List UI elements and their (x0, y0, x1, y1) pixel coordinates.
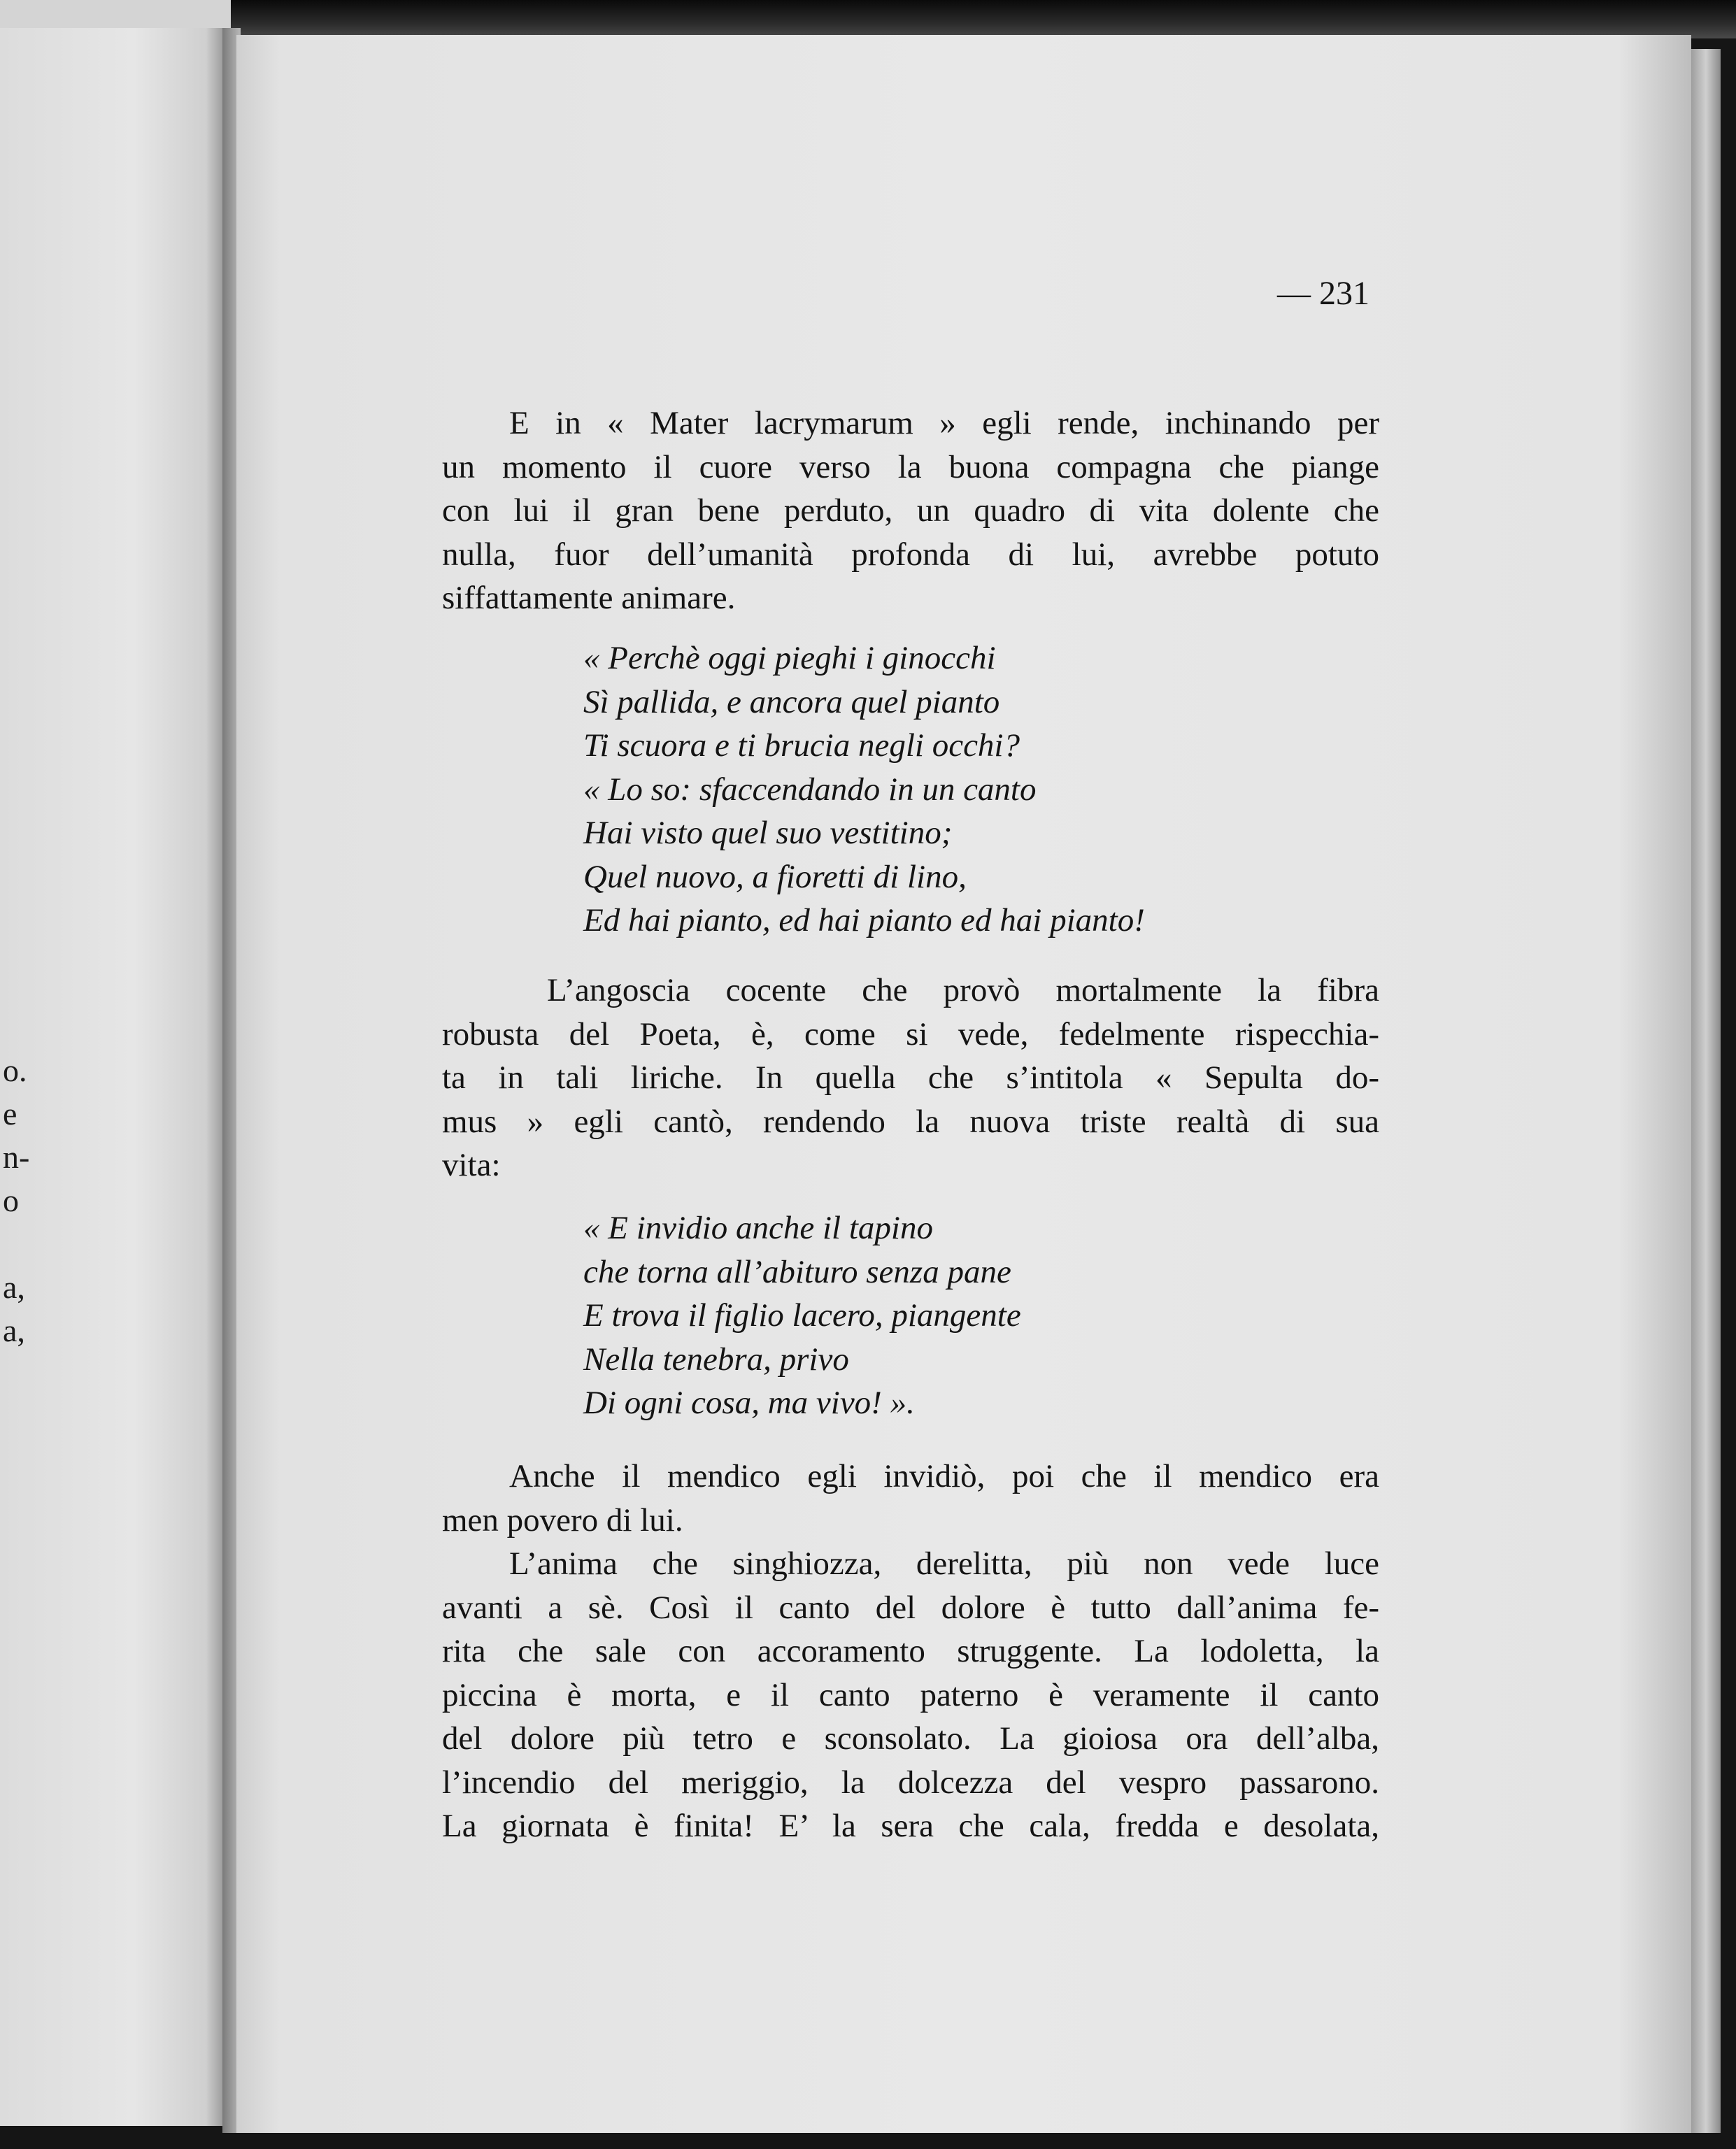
text-line: mus » egli cantò, rendendo la nuova triste realtà di sua (442, 1103, 1379, 1140)
paragraph (442, 1455, 1379, 1542)
verse-line: Quel nuovo, a fioretti di lino, (583, 858, 967, 895)
verse-line: « Lo so: sfaccendando in un canto (583, 771, 1037, 808)
text-line: L’angoscia cocente che provò mortalmente la fibra (547, 972, 1379, 1008)
text-line: vita: (442, 1147, 501, 1183)
paragraph (442, 401, 1379, 620)
text-line: del dolore più tetro e sconsolato. La gioiosa ora dell’alba, (442, 1720, 1379, 1757)
verse-line: Di ogni cosa, ma vivo! ». (583, 1385, 915, 1421)
verse-line: E trova il figlio lacero, piangente (583, 1297, 1021, 1334)
text-line: E in « Mater lacrymarum » egli rende, inchinando per (509, 405, 1379, 441)
verse-line: che torna all’abituro senza pane (583, 1253, 1011, 1290)
text-line: nulla, fuor dell’umanità profonda di lui, avrebbe potuto (442, 536, 1379, 573)
text-line: men povero di lui. (442, 1501, 683, 1538)
verse-quotation (583, 1206, 1021, 1425)
text-line: l’incendio del meriggio, la dolcezza del vespro passarono. (442, 1764, 1379, 1801)
verse-quotation (583, 636, 1145, 943)
left-page (0, 28, 224, 2126)
text-line: robusta del Poeta, è, come si vede, fedelmente rispecchia- (442, 1015, 1379, 1052)
page-edge-stack (1691, 49, 1721, 2133)
left-margin-fragment: e (3, 1096, 17, 1131)
text-line: La giornata è finita! E’ la sera che cala, fredda e desolata, (442, 1808, 1379, 1844)
verse-line: Nella tenebra, privo (583, 1341, 849, 1378)
text-line: siffattamente animare. (442, 580, 736, 616)
verse-line: Hai visto quel suo vestitino; (583, 815, 953, 851)
text-line: L’anima che singhiozza, derelitta, più non vede luce (509, 1545, 1379, 1582)
text-line: un momento il cuore verso la buona compagna che piange (442, 448, 1379, 485)
left-margin-fragment: a, (3, 1313, 25, 1348)
verse-line: Sì pallida, e ancora quel pianto (583, 683, 1000, 720)
text-line: piccina è morta, e il canto paterno è veramente il canto (442, 1676, 1379, 1713)
text-line: avanti a sè. Così il canto del dolore è tutto dall’anima fe- (442, 1589, 1379, 1626)
verse-line: Ti scuora e ti brucia negli occhi? (583, 727, 1020, 764)
left-margin-fragment: a, (3, 1269, 25, 1305)
paragraph (442, 1542, 1379, 1848)
paragraph (442, 969, 1379, 1187)
text-line: Anche il mendico egli invidiò, poi che il mendico era (509, 1458, 1379, 1494)
left-margin-fragment: o (3, 1183, 19, 1218)
page-number: — 231 (1277, 275, 1369, 312)
left-margin-fragment: n- (3, 1139, 30, 1175)
text-line: con lui il gran bene perduto, un quadro di vita dolente che (442, 492, 1379, 529)
verse-line: « Perchè oggi pieghi i ginocchi (583, 640, 996, 676)
top-shadow-band (210, 0, 1736, 38)
verse-line: Ed hai pianto, ed hai pianto ed hai pianto! (583, 902, 1145, 938)
text-line: ta in tali liriche. In quella che s’intitola « Sepulta do- (442, 1059, 1379, 1096)
left-margin-fragment: o. (3, 1052, 27, 1088)
text-line: rita che sale con accoramento struggente. La lodoletta, la (442, 1633, 1379, 1669)
verse-line: « E invidio anche il tapino (583, 1210, 933, 1246)
